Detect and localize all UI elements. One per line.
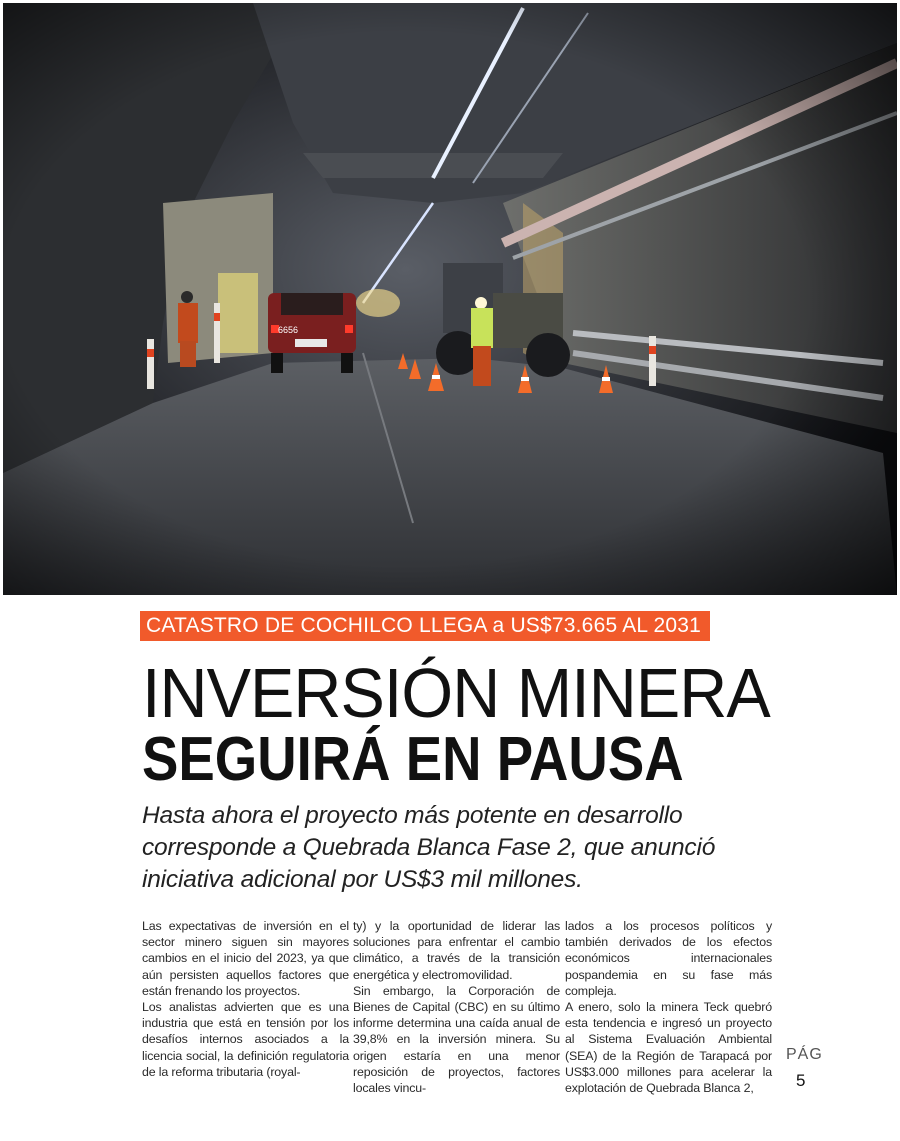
headline-line-1: INVERSIÓN MINERA bbox=[142, 654, 770, 732]
article-subtitle: Hasta ahora el proyecto más potente en desarrollo corresponde a Quebrada Blanca Fase 2, que anunció iniciativa adicional por US$3 mil millones. bbox=[142, 802, 716, 893]
body-paragraph: ty) y la oportunidad de liderar las soluciones para enfrentar el cambio climático, a través de la transición energética y electromovilidad. bbox=[353, 919, 560, 982]
body-paragraph: Sin embargo, la Corporación de Bienes de Capital (CBC) en su último informe determina una caída anual de 39,8% en la inversión minera. Su origen estaría en una menor reposición de proyectos, factores locales vincu- bbox=[353, 983, 560, 1096]
hero-photo bbox=[3, 3, 897, 595]
body-column-1 bbox=[142, 918, 349, 1080]
body-paragraph: A enero, solo la minera Teck quebró esta tendencia e ingresó un proyecto al Sistema Evaluación Ambiental (SEA) de la Región de Tarapacá por US$3.000 millones para acelerar la explotación de Quebrada Blanca 2, bbox=[565, 1000, 772, 1096]
body-column-2 bbox=[353, 918, 560, 1096]
section-kicker: CATASTRO DE COCHILCO LLEGA a US$73.665 AL 2031 bbox=[140, 611, 710, 641]
body-paragraph: lados a los procesos políticos y también derivados de los efectos económicos internacionales pospandemia en su fase más compleja. bbox=[565, 919, 772, 998]
headline-line-2: SEGUIRÁ EN PAUSA bbox=[142, 725, 684, 794]
body-paragraph: Las expectativas de inversión en el sector minero siguen sin mayores cambios en el inicio del 2023, ya que aún persisten aquellos factores que están frenando los proyectos. bbox=[142, 919, 349, 998]
body-paragraph: Los analistas advierten que es una industria que está en tensión por los desafíos internos asociados a la licencia social, la definición regulatoria de la reforma tributaria (royal- bbox=[142, 1000, 349, 1079]
page-number: 5 bbox=[796, 1071, 806, 1090]
tunnel-illustration bbox=[3, 3, 897, 595]
page-label: PÁG bbox=[786, 1046, 823, 1063]
body-column-3 bbox=[565, 918, 772, 1096]
